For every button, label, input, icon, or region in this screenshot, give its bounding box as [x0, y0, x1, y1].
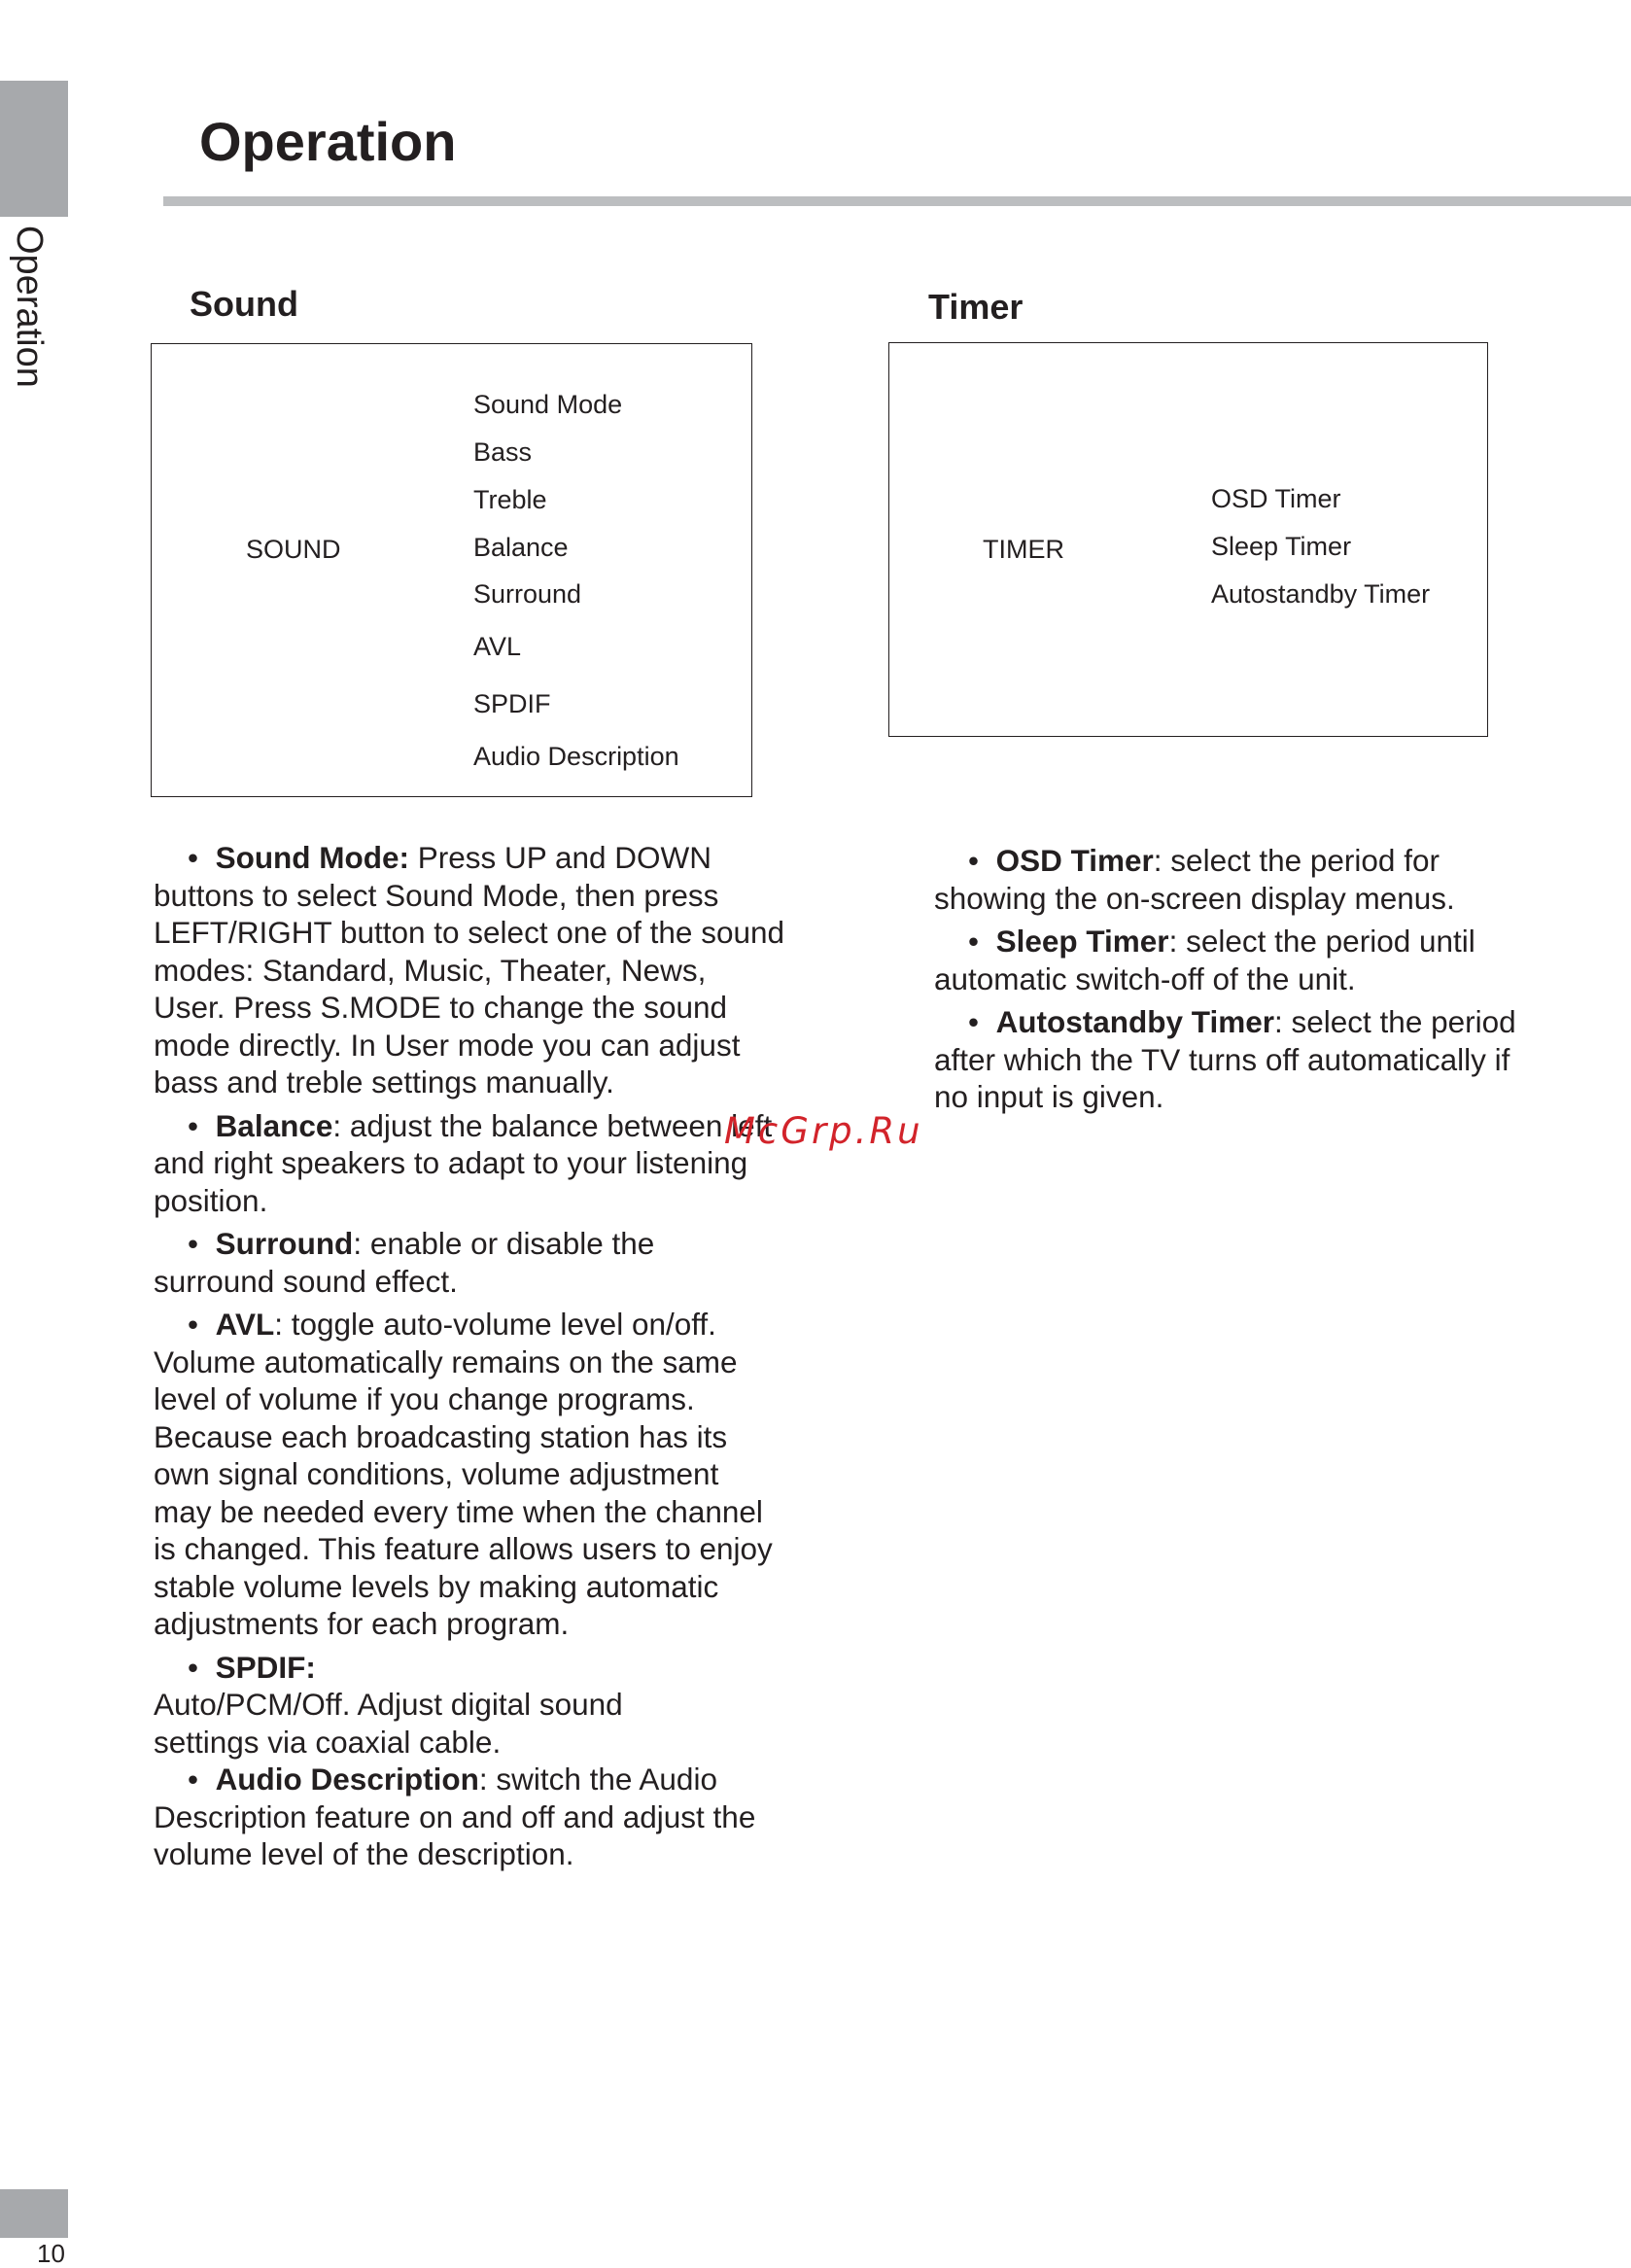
audio-description-desc: • Audio Description: switch the Audio [188, 1762, 717, 1797]
timer-menu-item: OSD Timer [1211, 484, 1341, 513]
surround-desc: • Surround: enable or disable the [188, 1226, 655, 1261]
sound-mode-desc: • Sound Mode: Press UP and DOWN [188, 840, 712, 875]
desc-line: LEFT/RIGHT button to select one of the sound [154, 915, 785, 950]
timer-menu-item: Sleep Timer [1211, 532, 1352, 561]
sound-menu-item: Sound Mode [473, 390, 623, 419]
desc-line: stable volume levels by making automatic [154, 1568, 719, 1604]
sleep-timer-term: Sleep Timer [995, 924, 1169, 959]
desc-line: showing the on-screen display menus. [934, 880, 1455, 916]
surround-term: Surround [215, 1226, 354, 1261]
desc-line: mode directly. In User mode you can adjust [154, 1027, 741, 1063]
autostandby-timer-term: Autostandby Timer [995, 1004, 1275, 1039]
page-number: 10 [37, 2239, 65, 2268]
desc-line: settings via coaxial cable. [154, 1724, 502, 1760]
desc-line: and right speakers to adapt to your listening [154, 1145, 748, 1180]
timer-menu-diagram [888, 342, 1488, 737]
balance-term: Balance [215, 1107, 333, 1143]
desc-line: Volume automatically remains on the same [154, 1343, 738, 1379]
timer-menu-item: Autostandby Timer [1211, 579, 1431, 609]
desc-line: is changed. This feature allows users to enjoy [154, 1531, 773, 1566]
desc-line: level of volume if you change programs. [154, 1381, 695, 1416]
timer-descriptions [934, 842, 1516, 1116]
sound-menu-item: Treble [473, 485, 547, 514]
timer-menu-root: TIMER [983, 535, 1064, 564]
desc-line: own signal conditions, volume adjustment [154, 1456, 719, 1491]
desc-line: buttons to select Sound Mode, then press [154, 877, 719, 913]
watermark-text: McGrp.Ru [724, 1110, 923, 1152]
desc-line: Auto/PCM/Off. Adjust digital sound [154, 1687, 623, 1722]
desc-line: automatic switch-off of the unit. [934, 960, 1356, 996]
desc-line: modes: Standard, Music, Theater, News, [154, 952, 707, 988]
balance-desc: • Balance: adjust the balance between left [188, 1107, 773, 1143]
side-section-label-text: Operation [9, 226, 50, 388]
sound-descriptions [154, 839, 784, 1873]
desc-line: User. Press S.MODE to change the sound [154, 990, 728, 1025]
sound-menu-item: SPDIF [473, 689, 551, 718]
audio-description-term: Audio Description [215, 1762, 479, 1797]
avl-term: AVL [215, 1307, 275, 1342]
spdif-term: SPDIF: [215, 1649, 316, 1685]
sound-menu-item: Bass [473, 437, 533, 467]
timer-heading: Timer [928, 287, 1024, 327]
osd-timer-desc: • OSD Timer: select the period for [968, 843, 1440, 878]
desc-line: Description feature on and off and adjust the [154, 1798, 756, 1834]
sleep-timer-desc: • Sleep Timer: select the period until [968, 924, 1475, 959]
desc-line: adjustments for each program. [154, 1606, 570, 1641]
desc-line: bass and treble settings manually. [154, 1064, 614, 1099]
sound-menu-item: Balance [473, 533, 569, 562]
desc-line: after which the TV turns off automatically if [934, 1041, 1510, 1077]
autostandby-timer-desc: • Autostandby Timer: select the period [968, 1004, 1516, 1039]
avl-desc: • AVL: toggle auto-volume level on/off. [188, 1307, 716, 1342]
sound-menu-item: AVL [473, 632, 522, 661]
sound-mode-term: Sound Mode: [215, 840, 410, 875]
osd-timer-term: OSD Timer [995, 843, 1154, 878]
sound-heading: Sound [190, 284, 298, 324]
sound-menu-root: SOUND [246, 535, 341, 564]
desc-line: volume level of the description. [154, 1836, 574, 1871]
desc-line: no input is given. [934, 1079, 1164, 1114]
title-divider [163, 196, 1631, 206]
spdif-desc: • SPDIF: [188, 1649, 316, 1685]
sound-menu-item: Surround [473, 579, 582, 609]
sound-menu-diagram [151, 343, 752, 797]
sound-menu-item: Audio Description [473, 742, 679, 771]
page-number-tab [0, 2189, 68, 2238]
side-tab [0, 81, 68, 217]
page-title: Operation [199, 111, 457, 172]
desc-line: may be needed every time when the channel [154, 1493, 763, 1529]
desc-line: position. [154, 1182, 268, 1218]
desc-line: Because each broadcasting station has its [154, 1418, 728, 1454]
desc-line: surround sound effect. [154, 1263, 458, 1299]
